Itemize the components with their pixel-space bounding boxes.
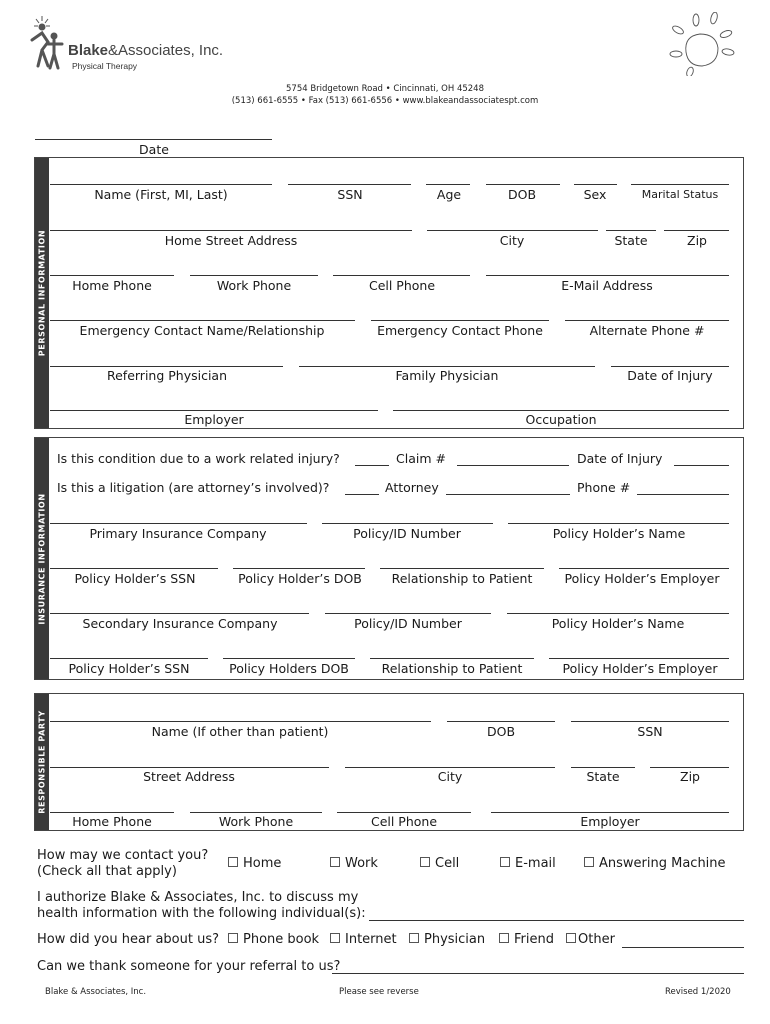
cell-phone-label: Cell Phone — [368, 278, 436, 293]
hear-phone-book-label: Phone book — [243, 932, 320, 947]
family-physician-field[interactable] — [299, 366, 595, 367]
contact-answering-machine-label: Answering Machine — [599, 856, 726, 871]
ssn-field[interactable] — [288, 184, 411, 185]
contact-home-checkbox[interactable] — [228, 856, 281, 871]
hear-question: How did you hear about us? — [37, 932, 219, 947]
checkbox-icon — [566, 933, 576, 943]
section-label-bar — [35, 694, 49, 830]
responsible-street-field[interactable] — [50, 767, 329, 768]
responsible-party-section — [34, 693, 744, 831]
emergency-phone-label: Emergency Contact Phone — [377, 323, 543, 338]
hear-friend-checkbox[interactable] — [499, 932, 554, 947]
holder-ssn-label: Policy Holder’s SSN — [74, 571, 196, 586]
referral-field[interactable] — [332, 973, 744, 974]
holder-employer-label: Policy Holder’s Employer — [564, 571, 720, 586]
date-label: Date — [139, 142, 169, 157]
referral-question: Can we thank someone for your referral to us? — [37, 959, 341, 974]
contact-work-label: Work — [345, 856, 378, 871]
insurance-date-of-injury-field[interactable] — [674, 465, 729, 466]
holder-dob-field[interactable] — [233, 568, 365, 569]
responsible-employer-label: Employer — [580, 814, 640, 829]
checkbox-icon — [228, 857, 238, 867]
contact-cell-label: Cell — [435, 856, 460, 871]
attorney-phone-field[interactable] — [637, 494, 729, 495]
employer-field[interactable] — [50, 410, 378, 411]
sun-icon — [668, 12, 736, 76]
contact-home-label: Home — [243, 856, 282, 871]
section-title: INSURANCE INFORMATION — [37, 492, 47, 625]
secondary-insurance-field[interactable] — [50, 613, 309, 614]
contact-question-line-2: (Check all that apply) — [37, 864, 177, 879]
dob-label: DOB — [507, 187, 537, 202]
secondary-holder-name-label: Policy Holder’s Name — [551, 616, 685, 631]
contact-question-line-1: How may we contact you? — [37, 848, 209, 863]
responsible-city-label: City — [437, 769, 463, 784]
checkbox-icon — [500, 857, 510, 867]
hear-physician-label: Physician — [424, 932, 486, 947]
responsible-cell-phone-label: Cell Phone — [370, 814, 438, 829]
employer-label: Employer — [184, 412, 244, 427]
ssn-label: SSN — [337, 187, 363, 202]
referring-physician-label: Referring Physician — [106, 368, 228, 383]
emergency-contact-label: Emergency Contact Name/Relationship — [79, 323, 325, 338]
sex-label: Sex — [583, 187, 607, 202]
section-label-bar — [35, 158, 49, 428]
address-line-1: 5754 Bridgetown Road • Cincinnati, OH 45248 — [286, 84, 484, 94]
emergency-phone-field[interactable] — [371, 320, 549, 321]
responsible-name-field[interactable] — [50, 721, 431, 722]
hear-friend-label: Friend — [514, 932, 554, 947]
age-label: Age — [436, 187, 462, 202]
responsible-zip-label: Zip — [680, 769, 700, 784]
footer-company: Blake & Associates, Inc. — [45, 987, 147, 997]
responsible-name-label: Name (If other than patient) — [151, 724, 329, 739]
hear-other-label: Other — [578, 932, 615, 947]
name-label: Name (First, MI, Last) — [94, 187, 228, 202]
authorize-line-1: I authorize Blake & Associates, Inc. to discuss my — [37, 890, 359, 905]
secondary-holder-employer-label: Policy Holder’s Employer — [562, 661, 718, 676]
insurance-date-of-injury-label: Date of Injury — [577, 451, 663, 466]
responsible-ssn-label: SSN — [637, 724, 663, 739]
occupation-label: Occupation — [525, 412, 597, 427]
responsible-home-phone-field[interactable] — [50, 812, 174, 813]
litigation-answer-field[interactable] — [345, 494, 379, 495]
holder-dob-label: Policy Holder’s DOB — [238, 571, 362, 586]
emergency-contact-field[interactable] — [50, 320, 355, 321]
zip-label: Zip — [687, 233, 707, 248]
secondary-holder-dob-label: Policy Holders DOB — [229, 661, 349, 676]
responsible-ssn-field[interactable] — [571, 721, 729, 722]
responsible-cell-phone-field[interactable] — [337, 812, 471, 813]
responsible-zip-field[interactable] — [650, 767, 729, 768]
section-label-bar — [35, 438, 49, 679]
hear-other-checkbox[interactable] — [566, 932, 615, 947]
contact-cell-checkbox[interactable] — [420, 856, 459, 871]
address-line-2: (513) 661-6555 • Fax (513) 661-6556 • www.blakeandassociatespt.com — [231, 96, 539, 106]
primary-policy-id-label: Policy/ID Number — [353, 526, 461, 541]
hear-internet-label: Internet — [345, 932, 397, 947]
primary-policy-id-field[interactable] — [322, 523, 493, 524]
therapy-figures-icon — [28, 14, 72, 70]
section-title: PERSONAL INFORMATION — [37, 229, 47, 357]
authorize-line-2: health information with the following individual(s): — [37, 906, 366, 921]
work-phone-field[interactable] — [190, 275, 318, 276]
home-street-address-field[interactable] — [50, 230, 412, 231]
responsible-state-label: State — [586, 769, 620, 784]
age-field[interactable] — [426, 184, 470, 185]
checkbox-icon — [584, 857, 594, 867]
litigation-question: Is this a litigation (are attorney’s involved)? — [57, 480, 330, 495]
work-injury-answer-field[interactable] — [355, 465, 389, 466]
responsible-state-field[interactable] — [571, 767, 635, 768]
holder-employer-field[interactable] — [559, 568, 729, 569]
holder-relationship-field[interactable] — [380, 568, 544, 569]
contact-work-checkbox[interactable] — [330, 856, 378, 871]
holder-ssn-field[interactable] — [50, 568, 218, 569]
alternate-phone-field[interactable] — [565, 320, 729, 321]
secondary-holder-name-field[interactable] — [507, 613, 729, 614]
state-label: State — [614, 233, 648, 248]
home-street-address-label: Home Street Address — [164, 233, 298, 248]
date-field[interactable] — [35, 139, 272, 140]
logo-company-suffix: &Associates, Inc. — [108, 42, 224, 59]
secondary-relationship-label: Relationship to Patient — [381, 661, 523, 676]
name-field[interactable] — [50, 184, 272, 185]
responsible-work-phone-field[interactable] — [190, 812, 322, 813]
home-phone-field[interactable] — [50, 275, 174, 276]
responsible-dob-field[interactable] — [447, 721, 555, 722]
authorize-text — [37, 890, 366, 922]
email-field[interactable] — [486, 275, 729, 276]
secondary-holder-dob-field[interactable] — [223, 658, 355, 659]
marital-status-label: Marital Status — [641, 188, 719, 201]
footer-see-reverse: Please see reverse — [339, 987, 419, 997]
attorney-field[interactable] — [446, 494, 570, 495]
primary-holder-name-label: Policy Holder’s Name — [552, 526, 686, 541]
cell-phone-field[interactable] — [333, 275, 470, 276]
sex-field[interactable] — [574, 184, 617, 185]
home-phone-label: Home Phone — [72, 278, 152, 293]
secondary-holder-employer-field[interactable] — [549, 658, 729, 659]
claim-field[interactable] — [457, 465, 569, 466]
contact-question — [37, 848, 208, 880]
contact-email-checkbox[interactable] — [500, 856, 556, 871]
date-of-injury-field[interactable] — [611, 366, 729, 367]
family-physician-label: Family Physician — [395, 368, 499, 383]
work-injury-question: Is this condition due to a work related injury? — [57, 451, 340, 466]
referring-physician-field[interactable] — [50, 366, 283, 367]
holder-relationship-label: Relationship to Patient — [391, 571, 533, 586]
secondary-policy-id-label: Policy/ID Number — [354, 616, 462, 631]
date-of-injury-label: Date of Injury — [627, 368, 713, 383]
checkbox-icon — [420, 857, 430, 867]
dob-field[interactable] — [486, 184, 560, 185]
primary-insurance-field[interactable] — [50, 523, 307, 524]
zip-field[interactable] — [664, 230, 729, 231]
responsible-employer-field[interactable] — [491, 812, 729, 813]
contact-email-label: E-mail — [515, 856, 556, 871]
hear-internet-checkbox[interactable] — [330, 932, 397, 947]
alternate-phone-label: Alternate Phone # — [589, 323, 705, 338]
contact-answering-machine-checkbox[interactable] — [584, 856, 726, 871]
occupation-field[interactable] — [393, 410, 729, 411]
secondary-holder-ssn-field[interactable] — [50, 658, 208, 659]
company-logo — [28, 14, 248, 76]
claim-label: Claim # — [396, 451, 446, 466]
checkbox-icon — [409, 933, 419, 943]
attorney-label: Attorney — [385, 480, 439, 495]
secondary-insurance-label: Secondary Insurance Company — [82, 616, 278, 631]
checkbox-icon — [228, 933, 238, 943]
attorney-phone-label: Phone # — [577, 480, 631, 495]
marital-status-field[interactable] — [631, 184, 729, 185]
logo-subtitle: Physical Therapy — [72, 61, 138, 71]
hear-other-field[interactable] — [622, 947, 744, 948]
email-label: E-Mail Address — [561, 278, 653, 293]
responsible-dob-label: DOB — [486, 724, 516, 739]
checkbox-icon — [330, 933, 340, 943]
responsible-work-phone-label: Work Phone — [218, 814, 294, 829]
responsible-home-phone-label: Home Phone — [72, 814, 152, 829]
insurance-information-section — [34, 437, 744, 680]
hear-phone-book-checkbox[interactable] — [228, 932, 319, 947]
primary-insurance-label: Primary Insurance Company — [89, 526, 267, 541]
city-field[interactable] — [427, 230, 598, 231]
work-phone-label: Work Phone — [216, 278, 292, 293]
primary-holder-name-field[interactable] — [508, 523, 729, 524]
footer-revised: Revised 1/2020 — [665, 987, 731, 997]
secondary-policy-id-field[interactable] — [325, 613, 491, 614]
hear-physician-checkbox[interactable] — [409, 932, 485, 947]
checkbox-icon — [499, 933, 509, 943]
secondary-holder-ssn-label: Policy Holder’s SSN — [68, 661, 190, 676]
responsible-street-label: Street Address — [143, 769, 235, 784]
city-label: City — [499, 233, 525, 248]
logo-company-name: Blake — [68, 42, 109, 59]
responsible-city-field[interactable] — [345, 767, 555, 768]
state-field[interactable] — [606, 230, 656, 231]
checkbox-icon — [330, 857, 340, 867]
secondary-relationship-field[interactable] — [370, 658, 534, 659]
authorized-individuals-field[interactable] — [369, 920, 744, 921]
section-title: RESPONSIBLE PARTY — [37, 710, 47, 814]
